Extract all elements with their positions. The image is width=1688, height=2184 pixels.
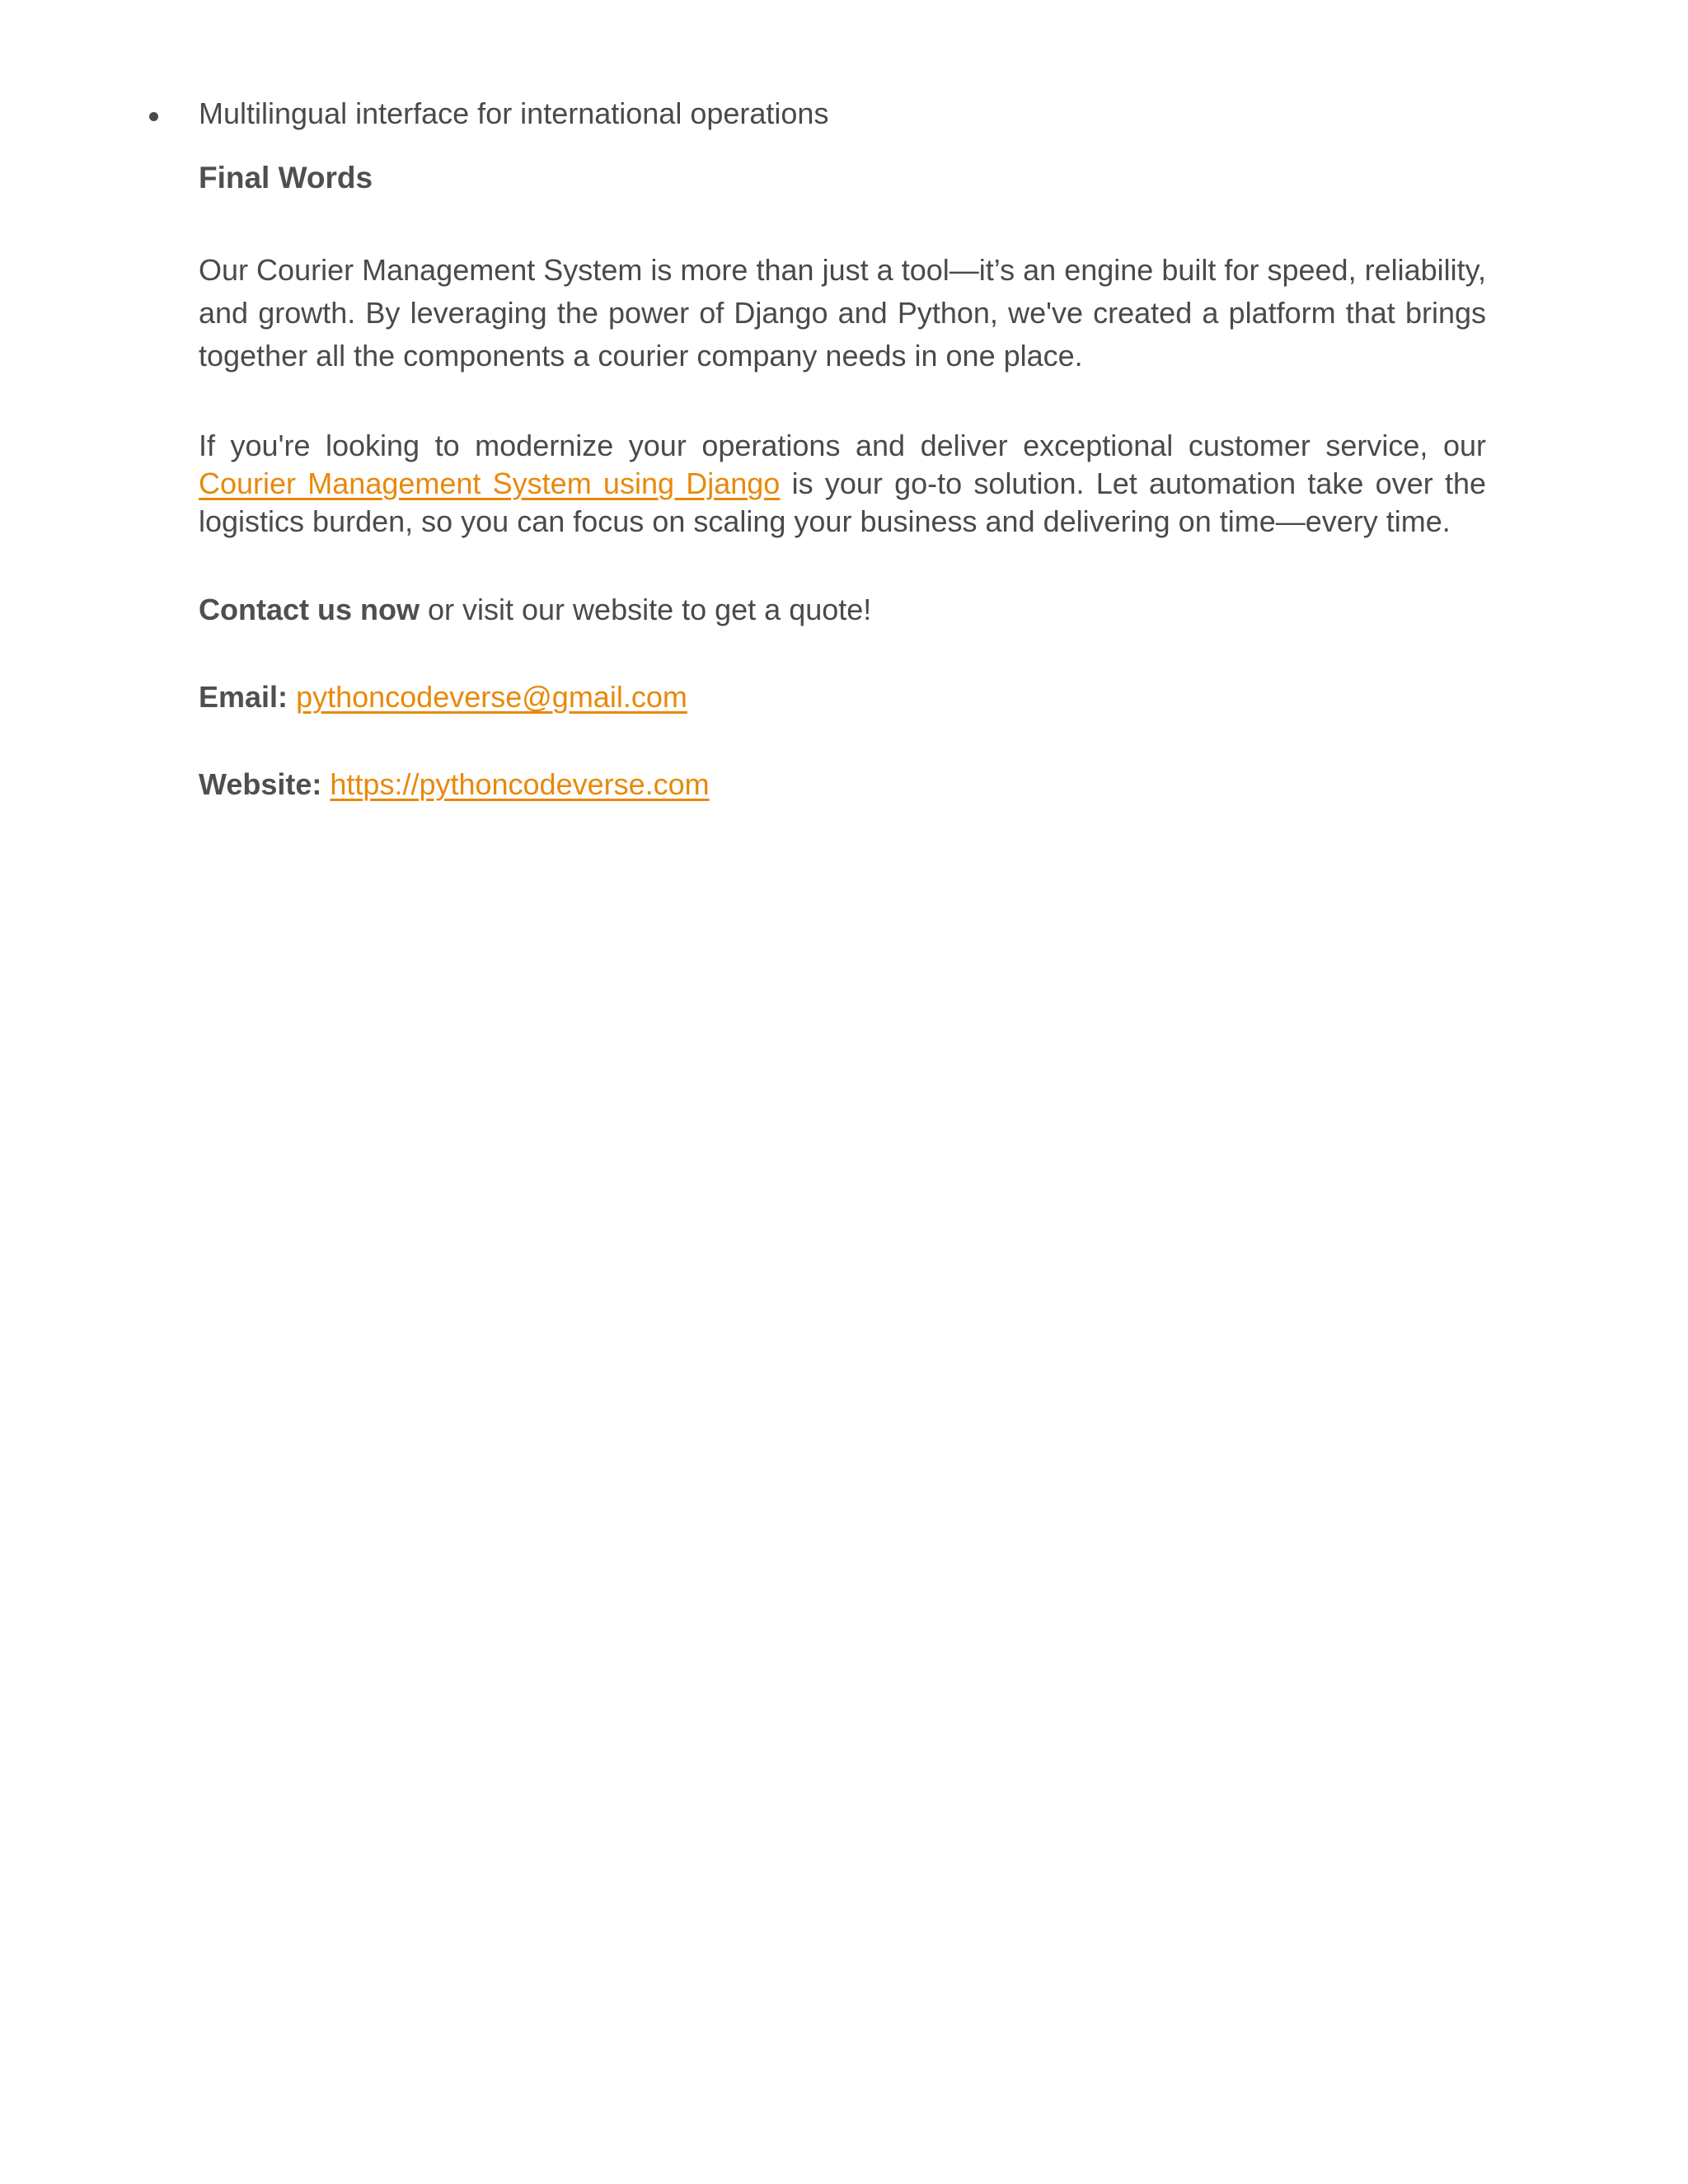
website-line bbox=[199, 763, 1486, 806]
paragraph-cta-before: If you're looking to modernize your operations and deliver exceptional customer service, our bbox=[199, 429, 1486, 462]
email-link[interactable]: pythoncodeverse@gmail.com bbox=[296, 680, 687, 714]
contact-emphasis: Contact us now bbox=[199, 593, 420, 626]
website-link[interactable]: https://pythoncodeverse.com bbox=[330, 767, 710, 801]
contact-line bbox=[199, 588, 1486, 631]
section-heading: Final Words bbox=[199, 161, 373, 194]
list-item bbox=[199, 92, 1486, 142]
list-item-text: Multilingual interface for international operations bbox=[199, 96, 829, 130]
paragraph-cta bbox=[199, 427, 1486, 541]
email-label: Email: bbox=[199, 680, 288, 714]
paragraph-intro bbox=[199, 249, 1486, 377]
product-link[interactable]: Courier Management System using Django bbox=[199, 466, 781, 500]
website-label: Website: bbox=[199, 767, 322, 801]
bullet-icon bbox=[149, 112, 158, 121]
contact-text: or visit our website to get a quote! bbox=[420, 593, 872, 626]
email-line bbox=[199, 676, 1486, 719]
paragraph-cta-after: is your go-to solution. Let automation take over the logistics burden, so you can focus on scaling your business and delivering on time—every time. bbox=[199, 466, 1486, 538]
document-content bbox=[199, 92, 1486, 806]
paragraph-intro-text: Our Courier Management System is more than just a tool—it’s an engine built for speed, reliability, and growth. By leveraging the power of Django and Python, we've created a platform that brings together all the components a courier company needs in one place. bbox=[199, 253, 1486, 373]
